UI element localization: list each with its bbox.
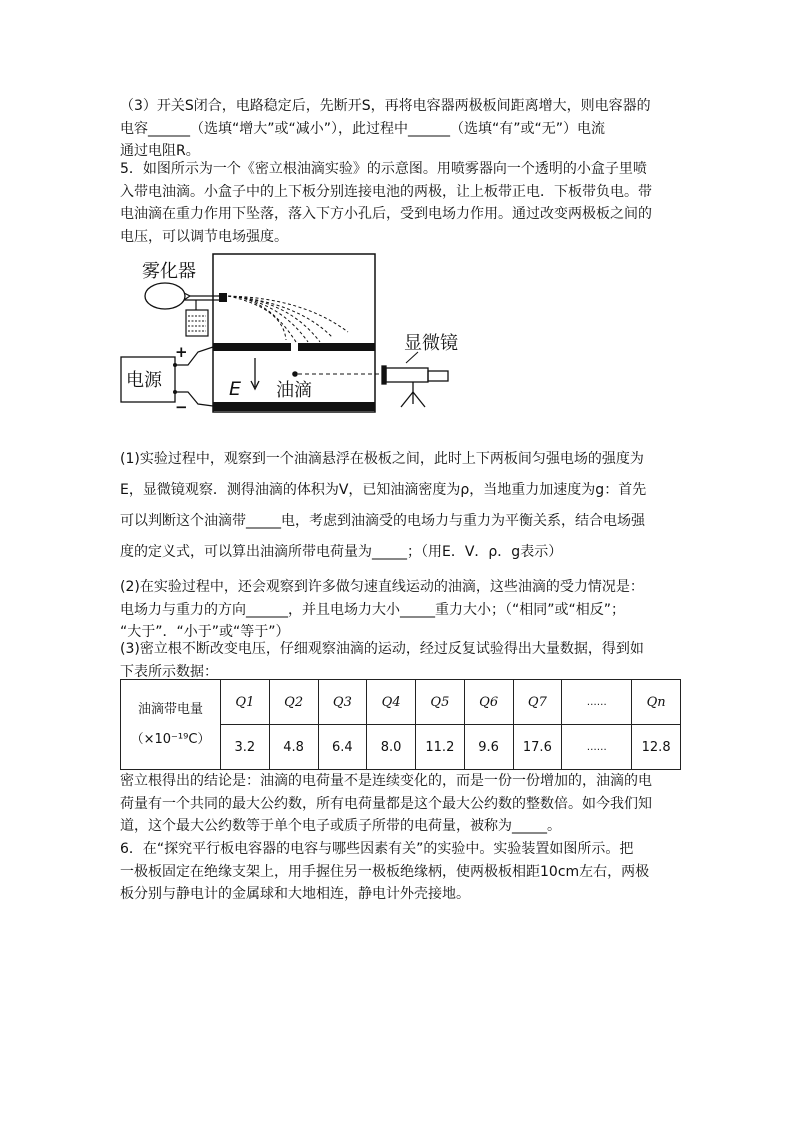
question-5-part-3 (120, 638, 680, 683)
q5-intro-line: 入带电油滴。小盒子中的上下板分别连接电池的两极，让上板带正电．下板带负电。带 (120, 183, 652, 200)
table-value-cell: 9.6 (464, 725, 513, 770)
table-header-unit: （×10⁻¹⁹C） (130, 731, 211, 747)
question-5-part-2 (120, 576, 680, 644)
field-label: E (229, 378, 242, 400)
table-header-cell (121, 680, 221, 770)
table-row (121, 680, 681, 725)
atomizer-nozzle (219, 293, 227, 302)
table-value-cell: 4.8 (269, 725, 318, 770)
q3-line-1: （3）开关S闭合，电路稳定后，先断开S，再将电容器两极板间距离增大，则电容器的 (120, 98, 651, 114)
q3-line-2: 电容______（选填“增大”或“减小”），此过程中______（选填“有”或“无”）电流 (120, 120, 606, 137)
table-symbol-cell: Q3 (318, 680, 367, 725)
atomizer-label: 雾化器 (142, 261, 196, 282)
table-symbol-cell: Q4 (367, 680, 416, 725)
upper-plate-right (298, 343, 375, 351)
q5-conclusion-line: 密立根得出的结论是：油滴的电荷量不是连续变化的，而是一份一份增加的，油滴的电 (120, 773, 652, 789)
table-value-cell: 12.8 (632, 725, 681, 770)
question-5-part-1 (120, 444, 680, 568)
table-header-label: 油滴带电量 (137, 701, 203, 717)
table-symbol-cell: Q5 (416, 680, 465, 725)
q6-line: 6．在“探究平行板电容器的电容与哪些因素有关”的实验中。实验装置如图所示。把 (120, 841, 634, 857)
table-value-cell: 8.0 (367, 725, 416, 770)
question-6 (120, 838, 680, 906)
power-supply-label: 电源 (126, 370, 162, 391)
table-symbol-cell: Qn (632, 680, 681, 725)
table-value-cell: 6.4 (318, 725, 367, 770)
q5-part1-line: E，显微镜观察．测得油滴的体积为V，已知油滴密度为ρ，当地重力加速度为g：首先 (120, 482, 647, 498)
q5-part1-line: (1)实验过程中，观察到一个油滴悬浮在极板之间，此时上下两板间匀强电场的强度为 (120, 451, 644, 467)
atomizer-bulb (145, 283, 185, 309)
microscope-label: 显微镜 (404, 333, 458, 354)
q5-part2-line: “大于”．“小于”或“等于”） (120, 624, 290, 640)
upper-plate-left (213, 343, 291, 351)
table-symbol-cell: Q1 (221, 680, 270, 725)
table-symbol-cell: Q2 (269, 680, 318, 725)
q5-part2-line: (2)在实验过程中，还会观察到许多做匀速直线运动的油滴，这些油滴的受力情况是： (120, 579, 644, 595)
atomizer-reservoir (186, 310, 208, 336)
q5-conclusion-line: 道，这个最大公约数等于单个电子或质子所带的电荷量，被称为_____。 (120, 818, 561, 834)
spray-droplet-paths (228, 296, 348, 342)
q5-intro-line: 电油滴在重力作用下坠落，落入下方小孔后，受到电场力作用。通过改变两极板之间的 (120, 206, 652, 222)
q3-line-3: 通过电阻R。 (120, 143, 200, 159)
q6-line: 板分别与静电计的金属球和大地相连，静电计外壳接地。 (120, 886, 470, 902)
q5-intro-line: 5．如图所示为一个《密立根油滴实验》的示意图。用喷雾器向一个透明的小盒子里喷 (120, 161, 647, 177)
negative-terminal: − (175, 398, 188, 416)
q6-line: 一极板固定在绝缘支架上，用手握住另一极板绝缘柄，使两极板相距10cm左右，两极 (120, 863, 650, 880)
question-3 (120, 95, 680, 163)
q5-part3-line: (3)密立根不断改变电压，仔细观察油滴的运动，经过反复试验得出大量数据，得到如 (120, 641, 644, 657)
q5-part3-line: 下表所示数据： (120, 663, 218, 680)
microscope (382, 366, 448, 407)
table-symbol-cell: Q6 (464, 680, 513, 725)
oil-drop (292, 371, 298, 377)
q5-part2-line: 电场力与重力的方向______，并且电场力大小_____重力大小；（“相同”或“相反”； (120, 601, 626, 618)
q5-intro-line: 电压，可以调节电场强度。 (120, 228, 288, 245)
table-symbol-cell: …… (562, 680, 632, 725)
q5-part1-line: 可以判断这个油滴带_____电，考虑到油滴受的电场力与重力为平衡关系，结合电场强 (120, 513, 645, 529)
table-value-cell: 3.2 (221, 725, 270, 770)
table-value-cell: …… (562, 725, 632, 770)
oil-drop-label: 油滴 (276, 380, 312, 401)
question-5-conclusion (120, 770, 680, 838)
charge-data-table (120, 679, 681, 770)
table-value-cell: 17.6 (513, 725, 562, 770)
positive-terminal: + (175, 343, 188, 361)
question-5-intro (120, 158, 680, 248)
q5-part1-line: 度的定义式，可以算出油滴所带电荷量为_____；（用E．V．ρ．g表示） (120, 544, 563, 560)
table-value-cell: 11.2 (416, 725, 465, 770)
q5-conclusion-line: 荷量有一个共同的最大公约数，所有电荷量都是这个最大公约数的整数倍。如今我们知 (120, 795, 652, 812)
millikan-apparatus-figure (118, 252, 470, 418)
lower-plate (213, 402, 375, 411)
table-symbol-cell: Q7 (513, 680, 562, 725)
